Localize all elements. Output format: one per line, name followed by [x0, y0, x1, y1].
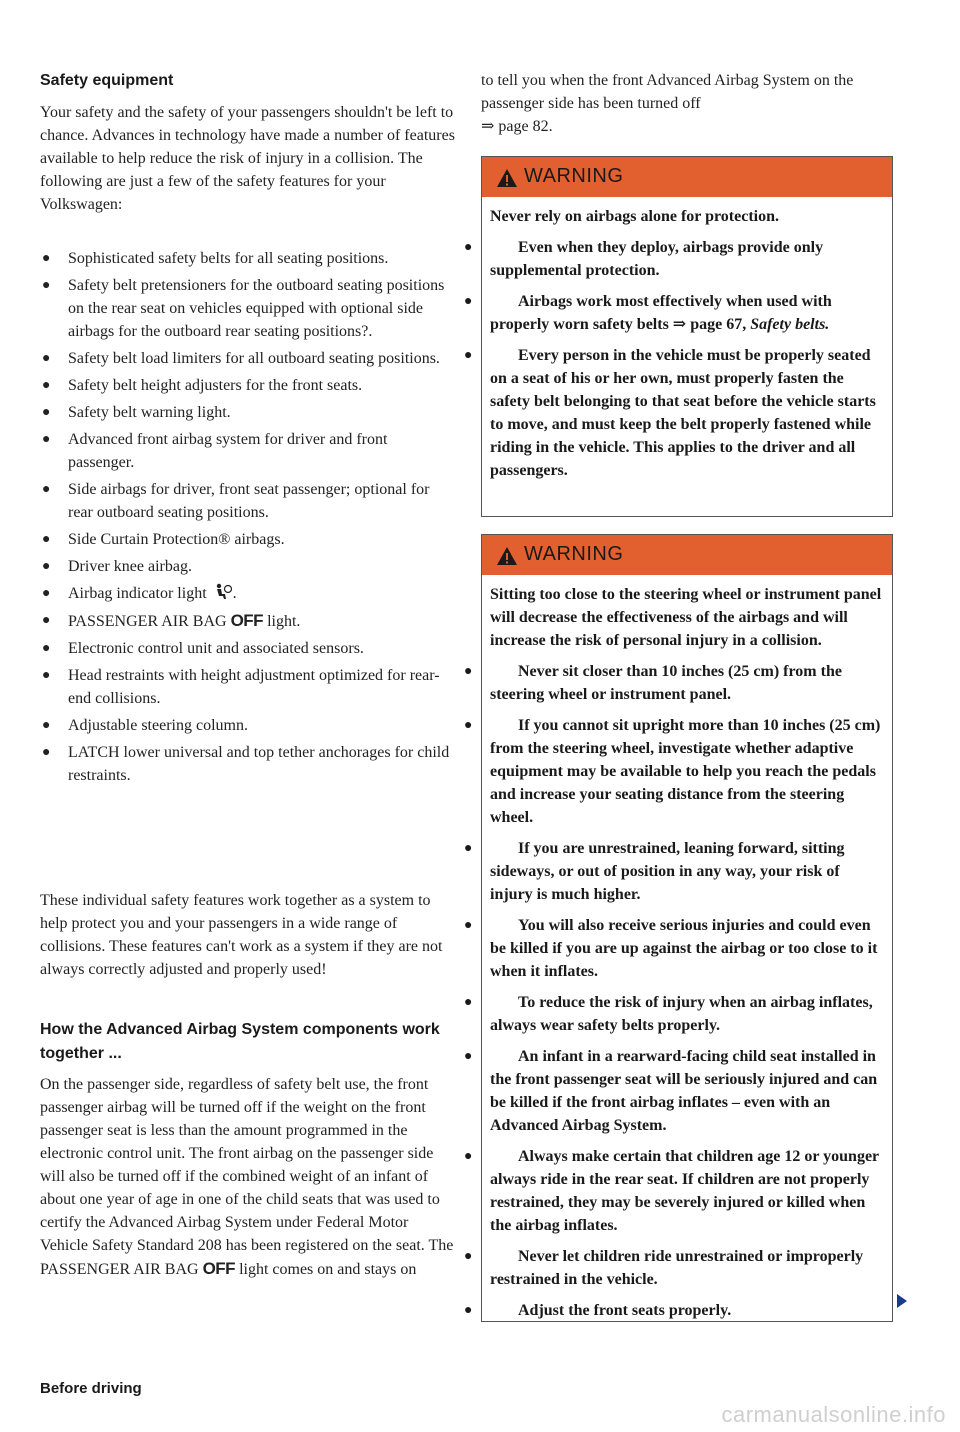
warning-body: [464, 197, 892, 496]
warning-triangle-icon: [496, 168, 518, 188]
off-indicator-label: OFF: [230, 611, 264, 630]
page-footer: Before driving: [40, 1380, 142, 1397]
bullet-icon: ●: [464, 1249, 473, 1264]
bullet-icon: ●: [42, 432, 51, 447]
section-heading-components: How the Advanced Airbag System components work together ...: [40, 1021, 440, 1062]
list-item: ● LATCH lower universal and top tether anchorages for child restraints.: [40, 741, 455, 787]
list-item: ● Safety belt height adjusters for the front seats.: [40, 374, 455, 397]
bullet-icon: ●: [464, 1303, 473, 1318]
bullet-icon: ●: [42, 559, 51, 574]
bullet-icon: ●: [464, 718, 473, 733]
warning-list: [464, 236, 882, 482]
airbag-indicator-icon: [213, 582, 233, 600]
warning-lead: Never rely on airbags alone for protection.: [490, 208, 779, 225]
list-item: ● You will also receive serious injuries and could even be killed if you are up against the airbag or too close to it when it inflates.: [490, 914, 882, 983]
list-item: ● Never let children ride unrestrained or improperly restrained in the vehicle.: [490, 1245, 882, 1291]
bullet-icon: ●: [42, 641, 51, 656]
bullet-icon: ●: [42, 351, 51, 366]
bullet-icon: ●: [42, 532, 51, 547]
bullet-icon: ●: [42, 745, 51, 760]
warning-header: [482, 157, 892, 197]
list-item: ● Never sit closer than 10 inches (25 cm) from the steering wheel or instrument panel.: [490, 660, 882, 706]
list-item: ● Advanced front airbag system for driver and front passenger.: [40, 428, 455, 474]
list-item: ● Even when they deploy, airbags provide only supplemental protection.: [490, 236, 882, 282]
bullet-icon: ●: [464, 294, 473, 309]
list-item: ● If you are unrestrained, leaning forward, sitting sideways, or out of position in any way, your risk of injury is much higher.: [490, 837, 882, 906]
bullet-icon: ●: [464, 841, 473, 856]
list-item: ● Adjustable steering column.: [40, 714, 455, 737]
bullet-icon: ●: [464, 918, 473, 933]
list-item: ● PASSENGER AIR BAG OFF light.: [42, 611, 301, 630]
warning-title: WARNING: [524, 543, 624, 565]
list-item: ● To reduce the risk of injury when an airbag inflates, always wear safety belts properly.: [490, 991, 882, 1037]
list-item: ● Side airbags for driver, front seat passenger; optional for rear outboard seating positions.: [40, 478, 455, 524]
safety-belts-link[interactable]: Safety belts.: [750, 316, 830, 333]
list-item: ● An infant in a rearward-facing child seat installed in the front passenger seat will be seriously injured and can be killed if the front airbag inflates – even with an Advanced Airbag System.: [490, 1045, 882, 1137]
list-item: ● Sophisticated safety belts for all seating positions.: [40, 247, 455, 270]
list-item: ● Airbags work most effectively when used with properly worn safety belts ⇒ page 67, Safety belts.: [490, 290, 882, 336]
list-item: ● Driver knee airbag.: [40, 555, 455, 578]
warning-title: WARNING: [524, 165, 624, 187]
bullet-icon: ●: [464, 240, 473, 255]
bullet-icon: ●: [42, 251, 51, 266]
page-reference-link[interactable]: ⇒ page 82.: [481, 118, 553, 135]
bullet-icon: ●: [42, 586, 51, 601]
warning-list: [464, 660, 882, 1322]
warning-body: [464, 575, 892, 1336]
bullet-icon: ●: [42, 278, 51, 293]
warning-triangle-icon: [496, 546, 518, 566]
bullet-icon: ●: [42, 378, 51, 393]
list-item: ● Always make certain that children age 12 or younger always ride in the rear seat. If children are not properly restrained, they may be severely injured or killed when the airbag inflates.: [490, 1145, 882, 1237]
list-item: ● Adjust the front seats properly.: [490, 1299, 882, 1322]
off-indicator-label: OFF: [202, 1259, 236, 1278]
list-item: ● Safety belt load limiters for all outboard seating positions.: [40, 347, 455, 370]
list-item: ● Every person in the vehicle must be properly seated on a seat of his or her own, must properly fasten the safety belt belonging to that seat before the vehicle starts to move, and must keep the belt properly fastened while riding in the vehicle. This applies to the driver and all passengers.: [490, 344, 882, 482]
bullet-icon: ●: [42, 668, 51, 683]
list-item: ● If you cannot sit upright more than 10 inches (25 cm) from the steering wheel, investigate whether adaptive equipment may be available to help you reach the pedals and increase your seating distance from the steering wheel.: [490, 714, 882, 829]
components-paragraph: On the passenger side, regardless of safety belt use, the front passenger airbag will be turned off if the weight on the front passenger seat is less than the amount programmed in the electronic control unit. The front airbag on the passenger side will also be turned off if the combined weight of an infant of about one year of age in one of the child seats that was used to certify the Advanced Airbag System under Federal Motor Vehicle Safety Standard 208 has been registered on the seat. The PASSENGER AIR BAG OFF light comes on and stays on: [40, 1076, 454, 1278]
bullet-icon: ●: [464, 664, 473, 679]
bullet-icon: ●: [42, 405, 51, 420]
list-item: ● Side Curtain Protection® airbags.: [40, 528, 455, 551]
warning-header: [482, 535, 892, 575]
bullet-icon: ●: [464, 348, 473, 363]
list-item: ● Electronic control unit and associated sensors.: [40, 637, 455, 660]
feature-list: [40, 247, 455, 791]
continued-paragraph: to tell you when the front Advanced Airbag System on the passenger side has been turned off ⇒ page 82.: [481, 72, 854, 135]
warning-lead: Sitting too close to the steering wheel or instrument panel will decrease the effectiveness of the airbags and will increase the risk of personal injury in a collision.: [490, 586, 882, 649]
watermark: carmanualsonline.info: [721, 1402, 946, 1427]
warning-box-seating: [464, 534, 893, 1322]
warning-box-airbags: [464, 156, 893, 517]
bullet-icon: ●: [464, 995, 473, 1010]
bullet-icon: ●: [464, 1049, 473, 1064]
list-item: ● Safety belt pretensioners for the outboard seating positions on the rear seat on vehicles equipped with optional side airbags for the outboard rear seating positions?.: [40, 274, 455, 343]
list-item: ● Airbag indicator light .: [40, 582, 455, 605]
bullet-icon: ●: [42, 482, 51, 497]
summary-paragraph: These individual safety features work together as a system to help protect you and your passengers in a wide range of collisions. These features can't work as a system if they are not always correctly adjusted and properly used!: [40, 892, 443, 978]
list-item: ● Head restraints with height adjustment optimized for rear-end collisions.: [40, 664, 455, 710]
section-heading-safety-equipment: Safety equipment: [40, 72, 174, 89]
intro-paragraph: Your safety and the safety of your passengers shouldn't be left to chance. Advances in technology have made a number of features available to help reduce the risk of injury in a collision. The following are just a few of the safety features for your Volkswagen:: [40, 104, 455, 213]
continue-arrow-icon[interactable]: [897, 1294, 907, 1308]
bullet-icon: ●: [464, 1149, 473, 1164]
bullet-icon: ●: [42, 613, 51, 628]
list-item: ● Safety belt warning light.: [40, 401, 455, 424]
bullet-icon: ●: [42, 718, 51, 733]
